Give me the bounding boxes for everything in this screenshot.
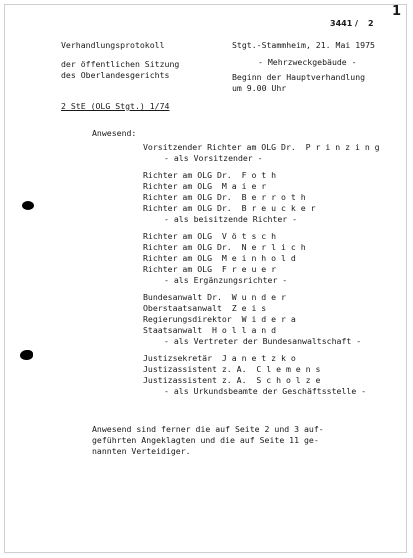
building-line: - Mehrzweckgebäude - — [258, 57, 357, 67]
member-line: Bundesanwalt Dr. W u n d e r — [143, 292, 286, 302]
document-number: 3441 / — [330, 19, 358, 28]
session-line: der öffentlichen Sitzung — [61, 59, 180, 69]
member-line: Justizassistent z. A. S c h o l z e — [143, 375, 321, 385]
member-line: Richter am OLG Dr. N e r l i c h — [143, 242, 306, 252]
hearing-time: um 9.00 Uhr — [232, 83, 287, 93]
member-line: Richter am OLG F r e u e r — [143, 264, 277, 274]
role-line: - als Vertreter der Bundesanwaltschaft - — [164, 336, 362, 346]
member-line: Richter am OLG Dr. B r e u c k e r — [143, 203, 316, 213]
member-line: Richter am OLG Dr. F o t h — [143, 170, 277, 180]
footer-line: geführten Angeklagten und die auf Seite 11 ge- — [92, 435, 319, 445]
member-line: Vorsitzender Richter am OLG Dr. P r i n z i n g — [143, 142, 380, 152]
punch-hole-mark — [20, 350, 33, 360]
member-line: Richter am OLG V ö t s c h — [143, 231, 277, 241]
location-date: Stgt.-Stammheim, 21. Mai 1975 — [232, 40, 375, 50]
member-line: Staatsanwalt H o l l a n d — [143, 325, 277, 335]
role-line: - als Vorsitzender - — [164, 153, 263, 163]
member-line: Richter am OLG M e i n h o l d — [143, 253, 296, 263]
member-line: Richter am OLG M a i e r — [143, 181, 267, 191]
hearing-start: Beginn der Hauptverhandlung — [232, 72, 366, 82]
page-number: 2 — [368, 19, 374, 28]
member-line: Justizsekretär J a n e t z k o — [143, 353, 296, 363]
member-line: Richter am OLG Dr. B e r r o t h — [143, 192, 306, 202]
court-line: des Oberlandesgerichts — [61, 70, 170, 80]
punch-hole-mark — [22, 201, 34, 210]
protocol-title: Verhandlungsprotokoll — [61, 40, 165, 50]
attendance-label: Anwesend: — [92, 128, 137, 138]
role-line: - als beisitzende Richter - — [164, 214, 298, 224]
member-line: Justizassistent z. A. C l e m e n s — [143, 364, 321, 374]
member-line: Oberstaatsanwalt Z e i s — [143, 303, 267, 313]
footer-line: nannten Verteidiger. — [92, 446, 191, 456]
corner-page-mark: 1 — [392, 4, 402, 19]
member-line: Regierungsdirektor W i d e r a — [143, 314, 296, 324]
role-line: - als Ergänzungsrichter - — [164, 275, 288, 285]
case-reference: 2 StE (OLG Stgt.) 1/74 — [61, 101, 170, 111]
footer-line: Anwesend sind ferner die auf Seite 2 und 3 auf- — [92, 424, 324, 434]
role-line: - als Urkundsbeamte der Geschäftsstelle - — [164, 386, 367, 396]
